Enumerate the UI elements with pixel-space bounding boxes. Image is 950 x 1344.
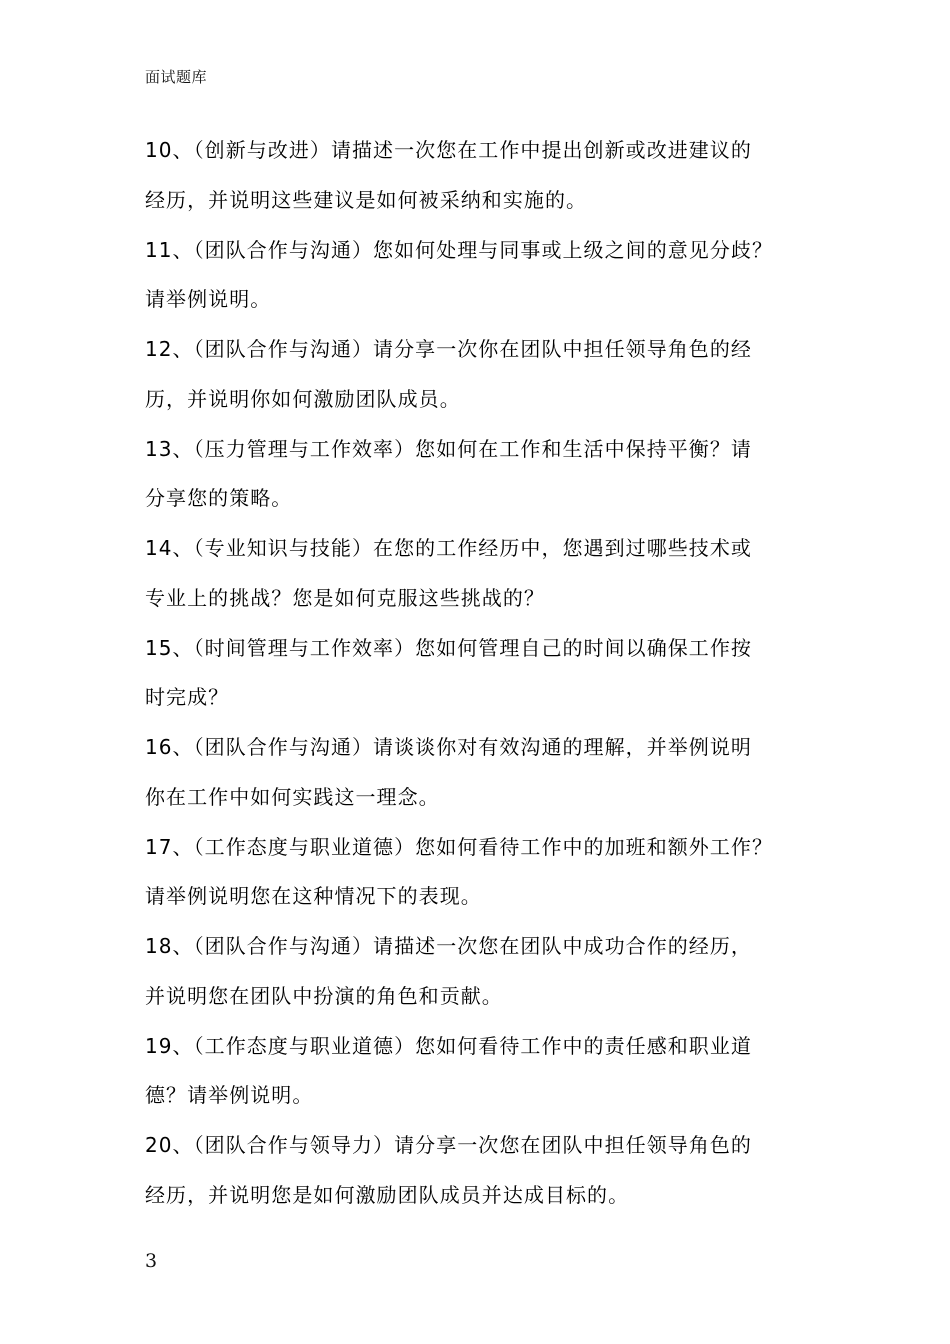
question-line: 17、（工作态度与职业道德）您如何看待工作中的加班和额外工作？ xyxy=(145,834,773,859)
question-12 xyxy=(145,325,810,425)
question-line: 历，并说明你如何激励团队成员。 xyxy=(145,386,461,411)
question-list xyxy=(145,126,810,1221)
question-line: 分享您的策略。 xyxy=(145,486,293,511)
question-line: 时完成？ xyxy=(145,685,230,710)
question-line: 19、（工作态度与职业道德）您如何看待工作中的责任感和职业道 xyxy=(145,1033,752,1058)
question-line: 18、（团队合作与沟通）请描述一次您在团队中成功合作的经历， xyxy=(145,934,752,958)
question-14 xyxy=(145,524,810,624)
question-18 xyxy=(145,922,810,1022)
question-11 xyxy=(145,226,810,326)
question-line: 12、（团队合作与沟通）请分享一次你在团队中担任领导角色的经 xyxy=(145,337,752,361)
question-19 xyxy=(145,1022,810,1122)
question-line: 16、（团队合作与沟通）请谈谈你对有效沟通的理解，并举例说明 xyxy=(145,735,752,759)
question-line: 德？请举例说明。 xyxy=(145,1083,314,1108)
question-line: 14、（专业知识与技能）在您的工作经历中，您遇到过哪些技术或 xyxy=(145,536,752,560)
question-16 xyxy=(145,723,810,823)
question-line: 经历，并说明您是如何激励团队成员并达成目标的。 xyxy=(145,1182,630,1207)
question-line: 15、（时间管理与工作效率）您如何管理自己的时间以确保工作按 xyxy=(145,635,752,660)
question-13 xyxy=(145,425,810,525)
question-line: 经历，并说明这些建议是如何被采纳和实施的。 xyxy=(145,187,588,212)
question-line: 11、（团队合作与沟通）您如何处理与同事或上级之间的意见分歧？ xyxy=(145,237,773,262)
question-line: 并说明您在团队中扮演的角色和贡献。 xyxy=(145,983,503,1008)
question-20 xyxy=(145,1121,810,1221)
page-header: 面试题库 xyxy=(145,68,208,86)
question-line: 你在工作中如何实践这一理念。 xyxy=(145,784,440,809)
question-line: 10、（创新与改进）请描述一次您在工作中提出创新或改进建议的 xyxy=(145,138,752,162)
question-15 xyxy=(145,624,810,724)
question-10 xyxy=(145,126,810,226)
question-line: 请举例说明。 xyxy=(145,287,272,312)
question-line: 20、（团队合作与领导力）请分享一次您在团队中担任领导角色的 xyxy=(145,1133,752,1157)
question-line: 专业上的挑战？您是如何克服这些挑战的？ xyxy=(145,585,545,610)
page-number: 3 xyxy=(145,1250,158,1272)
question-line: 13、（压力管理与工作效率）您如何在工作和生活中保持平衡？请 xyxy=(145,436,752,461)
question-line: 请举例说明您在这种情况下的表现。 xyxy=(145,884,482,909)
question-17 xyxy=(145,823,810,923)
